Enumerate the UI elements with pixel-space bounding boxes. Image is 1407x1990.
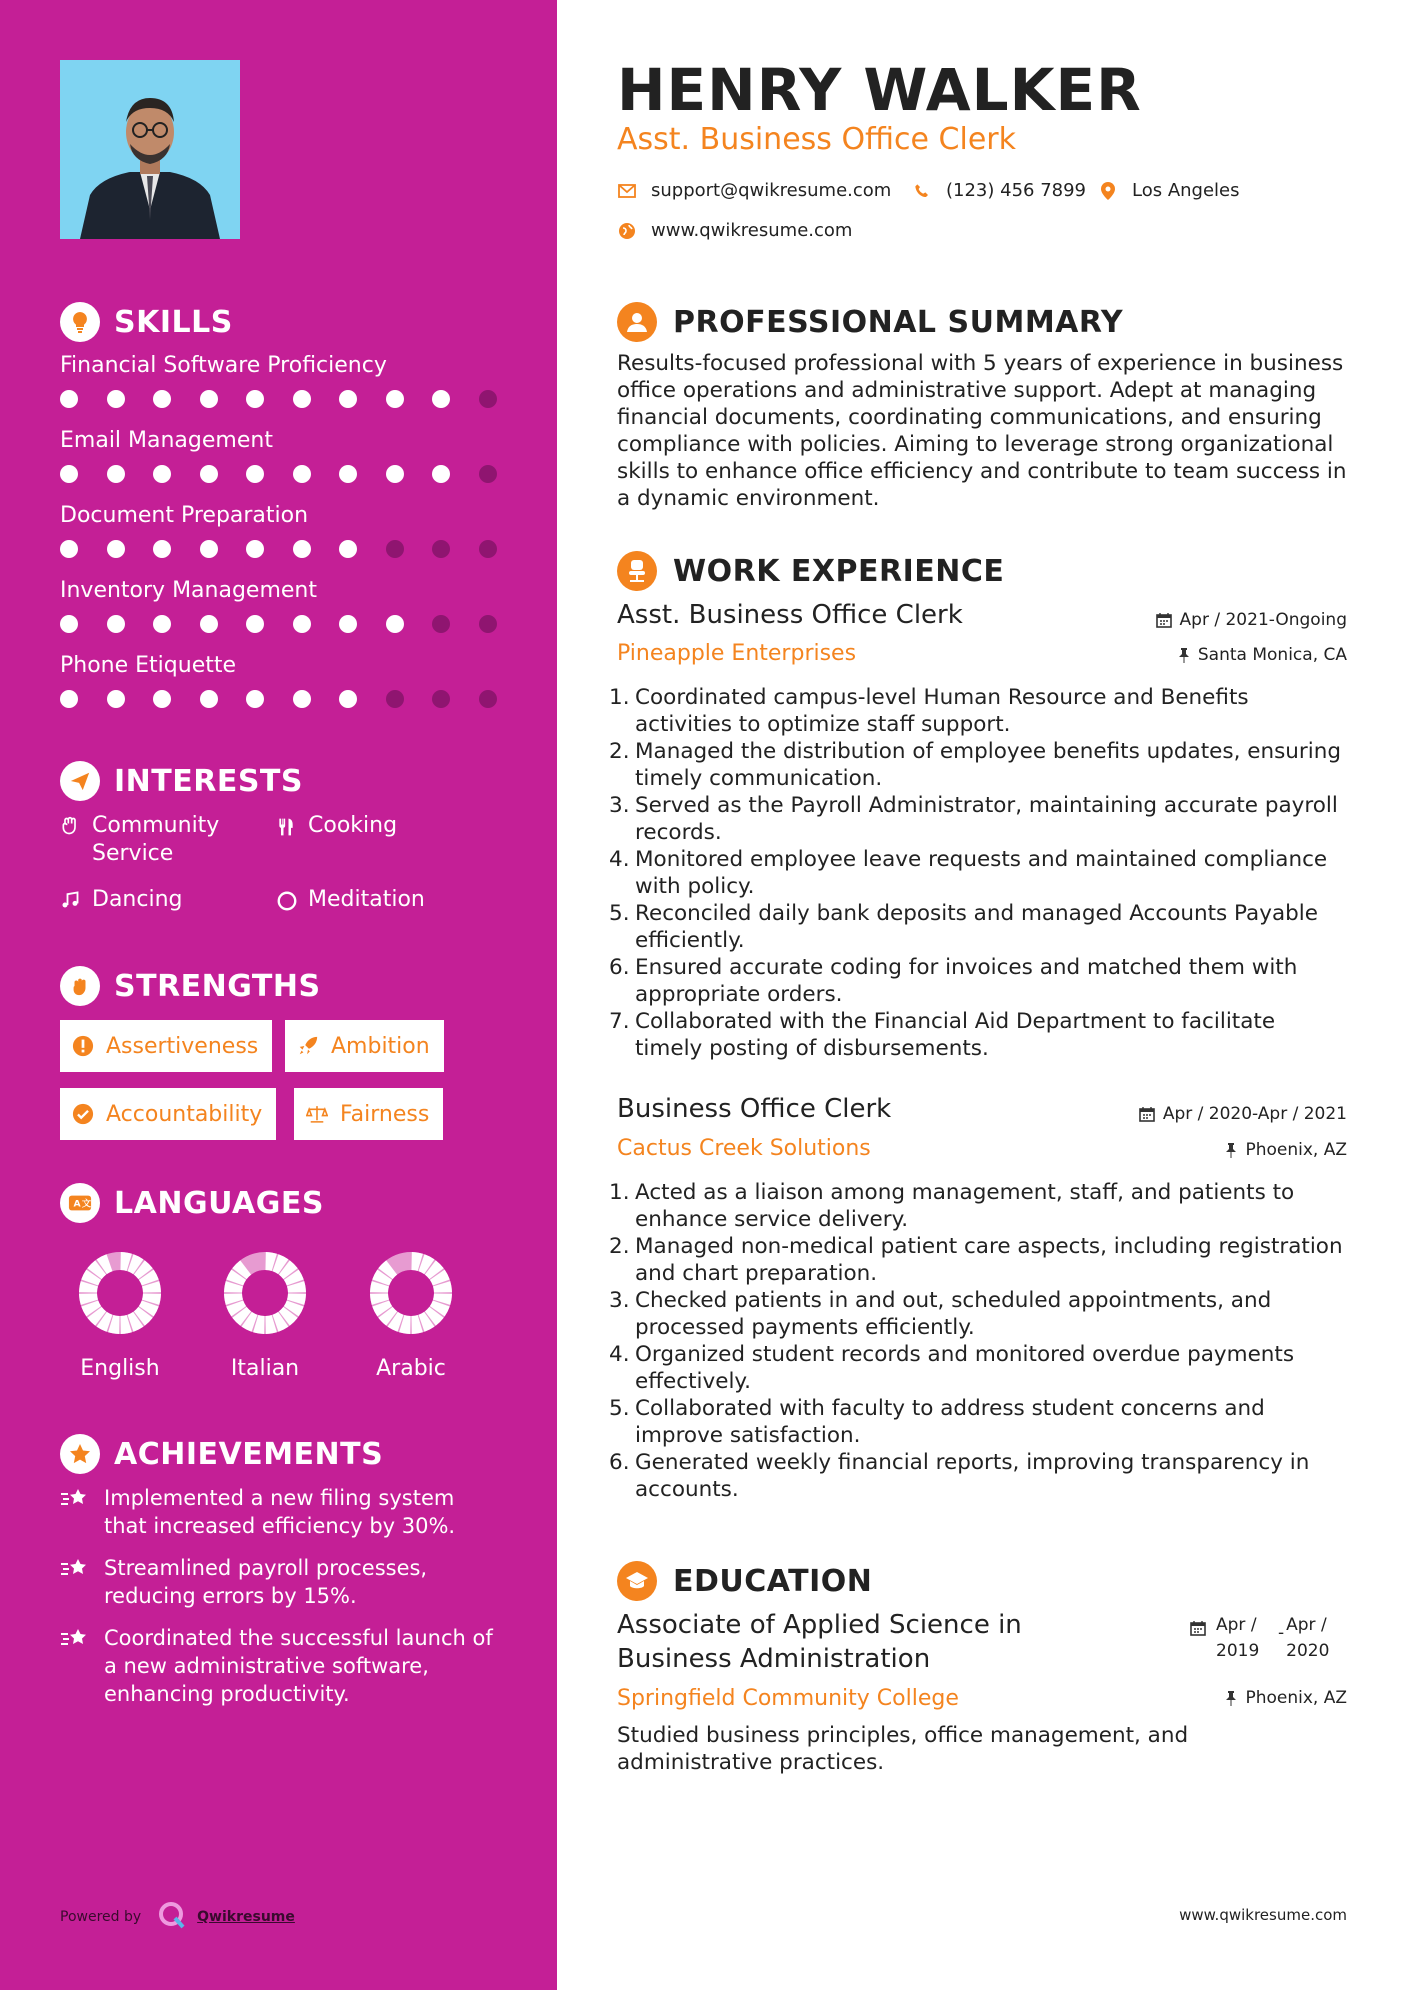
contact-phone[interactable] xyxy=(912,180,1086,201)
language-ring-segment xyxy=(239,1312,245,1318)
skill-name: Document Preparation xyxy=(60,503,309,528)
skill-dot-filled xyxy=(432,390,450,408)
language-item xyxy=(205,1250,325,1381)
skill-dot-filled xyxy=(60,465,78,483)
skill-dot-filled xyxy=(153,690,171,708)
language-ring-segment xyxy=(284,1267,290,1273)
music-icon xyxy=(60,886,92,914)
language-ring-segment xyxy=(247,1319,255,1323)
language-ring-segment xyxy=(379,1294,380,1303)
check-circle-icon xyxy=(72,1103,94,1125)
job-dates xyxy=(1139,1104,1347,1124)
education-start: Apr / 2019 xyxy=(1216,1615,1260,1661)
interest-label: Community Service xyxy=(92,813,220,866)
language-ring-segment xyxy=(430,1312,436,1318)
email-text: support@qwikresume.com xyxy=(651,180,892,201)
language-ring-segment xyxy=(88,1294,89,1303)
language-ring-segment xyxy=(90,1303,94,1311)
interest-label: Meditation xyxy=(308,887,425,912)
strengths-title: STRENGTHS xyxy=(114,968,321,1004)
interest-item xyxy=(60,886,250,914)
sidebar xyxy=(0,0,557,1990)
job-bullet: Ensured accurate coding for invoices and matched them with appropriate orders. xyxy=(635,955,1298,1007)
language-ring-segment xyxy=(151,1294,152,1303)
interest-label: Dancing xyxy=(92,887,183,912)
skill-dot-filled xyxy=(246,465,264,483)
achievement-item xyxy=(60,1484,500,1540)
language-item xyxy=(60,1250,180,1381)
powered-by xyxy=(60,1900,295,1934)
language-ring-segment xyxy=(146,1303,150,1311)
skill-dot-empty xyxy=(386,540,404,558)
language-ring-segment xyxy=(146,1275,150,1283)
language-ring-segment xyxy=(402,1324,411,1325)
user-icon xyxy=(617,302,657,342)
strength-badge xyxy=(285,1020,444,1072)
strength-badge xyxy=(60,1088,276,1140)
achievement-text: Coordinated the successful launch of a new administrative software, enhancing productivity. xyxy=(104,1626,493,1706)
exclamation-icon xyxy=(72,1035,94,1057)
language-ring-segment xyxy=(233,1284,234,1293)
achievements-heading xyxy=(60,1434,383,1474)
skill-dot-filled xyxy=(60,390,78,408)
svg-text:文: 文 xyxy=(81,1198,92,1210)
contact-location xyxy=(1098,180,1240,201)
language-ring-segment xyxy=(296,1294,297,1303)
skill-name: Phone Etiquette xyxy=(60,653,237,678)
shooting-star-icon xyxy=(60,1624,104,1708)
language-ring xyxy=(77,1250,163,1336)
utensils-icon xyxy=(276,812,308,840)
qwikresume-logo-icon xyxy=(157,1900,187,1934)
skill-name: Inventory Management xyxy=(60,578,317,603)
language-label: Arabic xyxy=(376,1356,446,1381)
rocket-icon xyxy=(297,1035,319,1057)
skill-rating xyxy=(60,615,525,633)
job-location-text: Santa Monica, CA xyxy=(1197,645,1347,665)
education-end: Apr / 2020 xyxy=(1286,1615,1330,1661)
pushpin-icon xyxy=(1225,1142,1237,1158)
skill-dot-filled xyxy=(200,465,218,483)
language-ring-segment xyxy=(130,1319,138,1323)
language-ring-segment xyxy=(139,1312,145,1318)
job-bullet: Collaborated with the Financial Aid Department to facilitate timely posting of disbursements. xyxy=(635,1009,1276,1061)
job-bullet: Managed non-medical patient care aspects, including registration and chart preparation. xyxy=(635,1234,1343,1286)
language-item xyxy=(351,1250,471,1381)
skill-dot-filled xyxy=(200,615,218,633)
pushpin-icon xyxy=(1178,647,1190,663)
calendar-icon xyxy=(1139,1106,1155,1122)
education-description: Studied business principles, office management, and administrative practices. xyxy=(617,1723,1189,1775)
skill-dot-filled xyxy=(293,390,311,408)
education-title: EDUCATION xyxy=(673,1563,873,1599)
job-bullet: Served as the Payroll Administrator, maintaining accurate payroll records. xyxy=(635,793,1338,845)
skills-title: SKILLS xyxy=(114,304,233,340)
job-bullet: Collaborated with faculty to address student concerns and improve satisfaction. xyxy=(635,1396,1265,1448)
language-icon xyxy=(60,1183,100,1223)
language-ring-segment xyxy=(381,1275,385,1283)
achievement-text: Streamlined payroll processes, reducing errors by 15%. xyxy=(104,1556,428,1608)
skill-dot-empty xyxy=(479,390,497,408)
language-ring-segment xyxy=(88,1284,89,1293)
skill-dot-filled xyxy=(246,540,264,558)
skill-dot-filled xyxy=(153,465,171,483)
job-location xyxy=(1178,645,1347,665)
language-ring-segment xyxy=(381,1303,385,1311)
skill-dot-filled xyxy=(107,540,125,558)
education-dates xyxy=(1190,1612,1338,1664)
website-text: www.qwikresume.com xyxy=(651,220,853,241)
skill-dot-filled xyxy=(153,390,171,408)
achievement-item xyxy=(60,1624,500,1708)
skill-dot-filled xyxy=(200,390,218,408)
shooting-star-icon xyxy=(60,1554,104,1610)
phone-icon xyxy=(912,181,932,201)
skill-dot-empty xyxy=(479,615,497,633)
job-dates-text: Apr / 2021-Ongoing xyxy=(1179,610,1347,630)
skill-dot-filled xyxy=(107,615,125,633)
skill-rating xyxy=(60,390,525,408)
footer-url[interactable]: www.qwikresume.com xyxy=(1179,1906,1347,1924)
skill-dot-filled xyxy=(386,615,404,633)
achievement-item xyxy=(60,1554,500,1610)
achievements-title: ACHIEVEMENTS xyxy=(114,1436,384,1472)
interests-title: INTERESTS xyxy=(114,763,303,799)
skill-dot-filled xyxy=(246,390,264,408)
job-bullet: Acted as a liaison among management, staff, and patients to enhance service delivery. xyxy=(635,1180,1295,1232)
skill-dot-empty xyxy=(432,615,450,633)
strength-label: Accountability xyxy=(106,1101,263,1127)
skill-dot-filled xyxy=(339,690,357,708)
strength-label: Fairness xyxy=(340,1101,430,1127)
lightbulb-icon xyxy=(60,302,100,342)
candidate-role: Asst. Business Office Clerk xyxy=(617,122,1016,157)
pushpin-icon xyxy=(1225,1690,1237,1706)
experience-heading xyxy=(617,551,1004,591)
skill-dot-empty xyxy=(432,540,450,558)
language-ring-segment xyxy=(430,1267,436,1273)
job-company: Cactus Creek Solutions xyxy=(617,1136,871,1161)
strength-badge xyxy=(294,1088,443,1140)
skill-name: Financial Software Proficiency xyxy=(60,353,387,378)
summary-text: Results-focused professional with 5 years of experience in business office operations and administrative support. Adept at managing financial documents, coordinating communications, and ensuring compliance with policies. Aiming to leverage strong organizational skills to enhance office efficiency and contribute to team success in a dynamic environment. xyxy=(617,351,1347,511)
skill-dot-empty xyxy=(479,540,497,558)
language-ring-segment xyxy=(239,1267,245,1273)
language-ring xyxy=(368,1250,454,1336)
fist-icon xyxy=(60,966,100,1006)
profile-photo xyxy=(60,60,240,239)
job-location-text: Phoenix, AZ xyxy=(1245,1140,1347,1160)
strength-label: Ambition xyxy=(331,1033,430,1059)
job-bullets xyxy=(617,684,1347,1062)
map-pin-icon xyxy=(1098,181,1118,201)
language-ring-segment xyxy=(102,1263,110,1267)
language-ring-segment xyxy=(130,1263,138,1267)
skill-dot-empty xyxy=(479,465,497,483)
language-ring-segment xyxy=(275,1263,283,1267)
language-label: Italian xyxy=(230,1356,300,1381)
languages-heading xyxy=(60,1183,324,1223)
language-ring-segment xyxy=(284,1312,290,1318)
language-ring-segment xyxy=(437,1303,441,1311)
svg-text:A: A xyxy=(73,1198,81,1210)
skill-dot-empty xyxy=(432,690,450,708)
language-ring-segment xyxy=(102,1319,110,1323)
skill-dot-filled xyxy=(293,465,311,483)
job-location xyxy=(1225,1140,1347,1160)
job-bullet: Monitored employee leave requests and maintained compliance with policy. xyxy=(635,847,1328,899)
skill-dot-filled xyxy=(246,690,264,708)
skill-dot-filled xyxy=(60,540,78,558)
job-bullet: Checked patients in and out, scheduled appointments, and processed payments efficiently. xyxy=(635,1288,1272,1340)
job-dates-text: Apr / 2020-Apr / 2021 xyxy=(1162,1104,1347,1124)
skill-dot-filled xyxy=(60,615,78,633)
job-bullet: Reconciled daily bank deposits and managed Accounts Payable efficiently. xyxy=(635,901,1318,953)
skill-dot-filled xyxy=(107,390,125,408)
experience-title: WORK EXPERIENCE xyxy=(673,553,1005,589)
job-bullet: Coordinated campus-level Human Resource and Benefits activities to optimize staff support. xyxy=(635,685,1249,737)
language-ring-segment xyxy=(94,1312,100,1318)
strength-label: Assertiveness xyxy=(106,1033,259,1059)
education-degree: Associate of Applied Science in Business Administration xyxy=(617,1610,1022,1674)
summary-heading xyxy=(617,302,1123,342)
job-company: Pineapple Enterprises xyxy=(617,641,857,666)
powered-by-label: Powered by xyxy=(60,1909,142,1925)
interests-heading xyxy=(60,761,303,801)
job-title: Business Office Clerk xyxy=(617,1094,892,1124)
job-title: Asst. Business Office Clerk xyxy=(617,600,963,630)
graduation-cap-icon xyxy=(617,1561,657,1601)
skill-dot-filled xyxy=(293,690,311,708)
contact-email[interactable] xyxy=(617,180,891,201)
interest-item xyxy=(60,812,250,868)
skill-dot-filled xyxy=(246,615,264,633)
language-ring-segment xyxy=(421,1319,429,1323)
language-ring-segment xyxy=(139,1267,145,1273)
skill-dot-filled xyxy=(107,465,125,483)
language-ring-segment xyxy=(266,1324,275,1325)
job-bullet: Generated weekly financial reports, improving transparency in accounts. xyxy=(635,1450,1310,1502)
phone-text: (123) 456 7899 xyxy=(946,180,1087,201)
balance-scale-icon xyxy=(306,1103,328,1125)
job-dates xyxy=(1156,610,1347,630)
language-ring-segment xyxy=(421,1263,429,1267)
language-ring-segment xyxy=(266,1261,275,1262)
language-ring-segment xyxy=(94,1267,100,1273)
interest-item xyxy=(276,812,476,840)
language-ring-segment xyxy=(442,1294,443,1303)
skills-heading xyxy=(60,302,233,342)
strength-badge xyxy=(60,1020,272,1072)
job-bullet: Managed the distribution of employee benefits updates, ensuring timely communication. xyxy=(635,739,1342,791)
calendar-icon xyxy=(1190,1618,1206,1644)
skill-rating xyxy=(60,465,525,483)
language-ring xyxy=(222,1250,308,1336)
skill-dot-filled xyxy=(432,465,450,483)
skill-rating xyxy=(60,690,525,708)
job-bullets xyxy=(617,1179,1347,1503)
strengths-heading xyxy=(60,966,321,1006)
skill-rating xyxy=(60,540,525,558)
skill-dot-filled xyxy=(293,540,311,558)
hand-icon xyxy=(60,812,92,868)
language-ring-segment xyxy=(379,1284,380,1293)
language-ring-segment xyxy=(393,1319,401,1323)
circle-icon xyxy=(276,886,308,914)
shooting-star-icon xyxy=(60,1484,104,1540)
candidate-name: HENRY WALKER xyxy=(617,56,1142,124)
language-ring-segment xyxy=(90,1275,94,1283)
language-ring-segment xyxy=(296,1284,297,1293)
language-ring-segment xyxy=(111,1324,120,1325)
paper-plane-icon xyxy=(60,761,100,801)
skill-name: Email Management xyxy=(60,428,273,453)
globe-icon xyxy=(617,221,637,241)
language-ring-segment xyxy=(412,1324,421,1325)
skill-dot-filled xyxy=(153,615,171,633)
envelope-icon xyxy=(617,181,637,201)
skill-dot-filled xyxy=(153,540,171,558)
skill-dot-filled xyxy=(60,690,78,708)
language-ring-segment xyxy=(291,1275,295,1283)
education-location-text: Phoenix, AZ xyxy=(1245,1688,1347,1708)
contact-website[interactable] xyxy=(617,220,852,241)
languages-title: LANGUAGES xyxy=(114,1185,324,1221)
location-text: Los Angeles xyxy=(1132,180,1240,201)
skill-dot-filled xyxy=(339,390,357,408)
skill-dot-filled xyxy=(386,465,404,483)
skill-dot-filled xyxy=(339,465,357,483)
achievement-text: Implemented a new filing system that increased efficiency by 30%. xyxy=(104,1486,456,1538)
language-ring-segment xyxy=(121,1324,130,1325)
language-ring-segment xyxy=(385,1267,391,1273)
star-badge-icon xyxy=(60,1434,100,1474)
skill-dot-filled xyxy=(200,690,218,708)
education-date-separator: - xyxy=(1278,1623,1285,1643)
skill-dot-empty xyxy=(386,690,404,708)
language-ring-segment xyxy=(437,1275,441,1283)
education-school: Springfield Community College xyxy=(617,1686,959,1711)
language-ring-segment xyxy=(235,1275,239,1283)
skill-dot-filled xyxy=(339,615,357,633)
job-bullet: Organized student records and monitored overdue payments effectively. xyxy=(635,1342,1295,1394)
calendar-icon xyxy=(1156,612,1172,628)
education-location xyxy=(1225,1688,1347,1708)
summary-title: PROFESSIONAL SUMMARY xyxy=(673,304,1124,340)
language-ring-segment xyxy=(151,1284,152,1293)
language-ring-segment xyxy=(233,1294,234,1303)
skill-dot-filled xyxy=(107,690,125,708)
skill-dot-empty xyxy=(479,690,497,708)
skill-dot-filled xyxy=(386,390,404,408)
language-ring-segment xyxy=(121,1261,130,1262)
language-label: English xyxy=(80,1356,160,1381)
skill-dot-filled xyxy=(200,540,218,558)
education-heading xyxy=(617,1561,872,1601)
interest-label: Cooking xyxy=(308,813,398,838)
skill-dot-filled xyxy=(293,615,311,633)
skill-dot-filled xyxy=(339,540,357,558)
qwikresume-link[interactable]: Qwikresume xyxy=(197,1909,295,1925)
language-ring-segment xyxy=(412,1261,421,1262)
office-chair-icon xyxy=(617,551,657,591)
language-ring-segment xyxy=(291,1303,295,1311)
language-ring-segment xyxy=(442,1284,443,1293)
language-ring-segment xyxy=(385,1312,391,1318)
interest-item xyxy=(276,886,476,914)
language-ring-segment xyxy=(256,1324,265,1325)
language-ring-segment xyxy=(235,1303,239,1311)
language-ring-segment xyxy=(275,1319,283,1323)
